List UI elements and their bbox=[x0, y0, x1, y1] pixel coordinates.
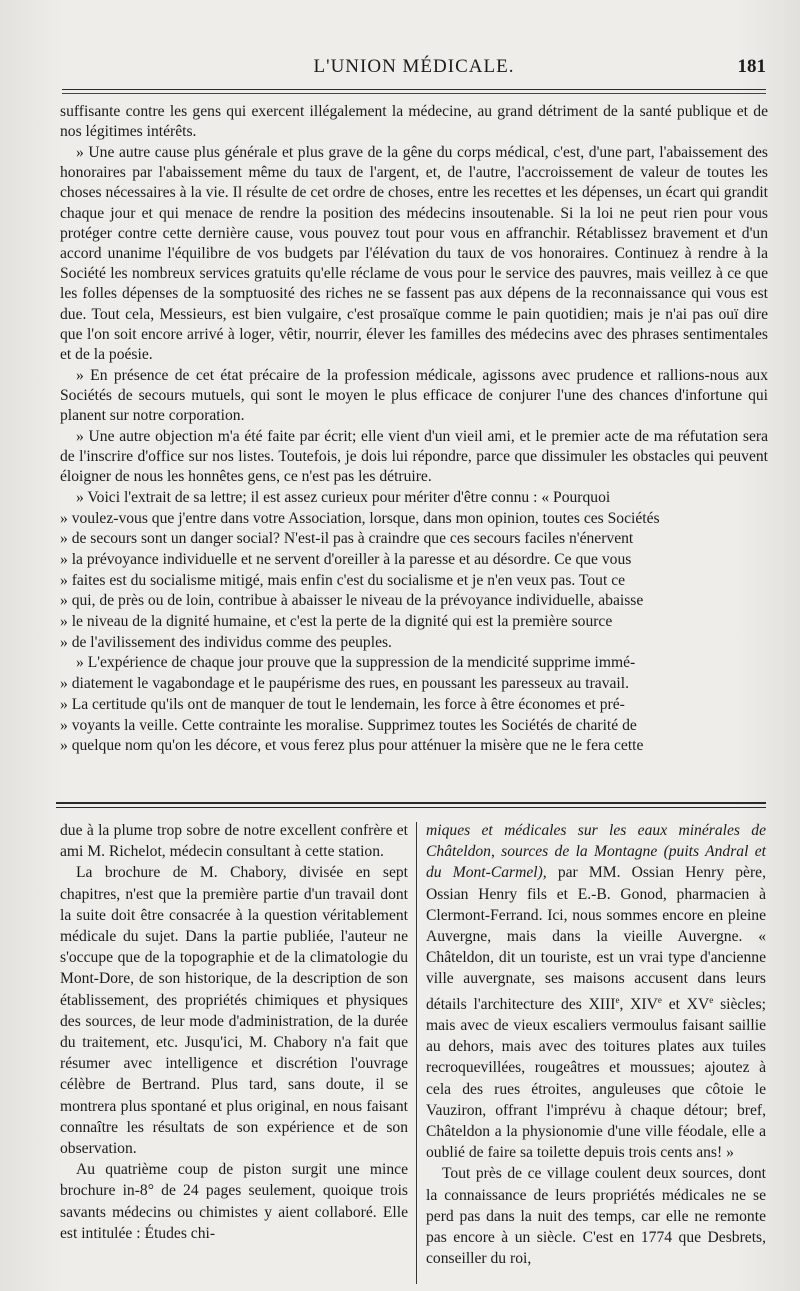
paragraph-text: par MM. Ossian Henry père, Ossian Henry fils et E.-B. Gonod, pharmacien à Clermont-Ferrand. Ici, nous sommes encore en pleine Auvergne, mais dans la vieille Auvergne. « Châteldon, dit un touriste, est un vrai type d'ancienne ville auvergnate, ses maisons accusent dans leurs détails l'architecture des bbox=[426, 864, 766, 1013]
superscript-e: e bbox=[709, 994, 714, 1005]
left-column bbox=[60, 820, 408, 1244]
left-paragraph: La brochure de M. Chabory, divisée en sept chapitres, n'est que la première partie d'un travail dont la suite doit être consacrée à la question véritablement médicale du sujet. Dans la partie publiée, l'auteur ne s'occupe que de la topographie et de la climatologie du Mont-Dore, de son historique, de la description de son établissement, des propriétés chimiques et physiques des sources, de leur mode d'administration, de la durée du traitement, etc. Jusqu'ici, M. Chabory n'a fait que résumer avec intelligence et discrétion l'ouvrage célèbre de Bertrand. Plus tard, sans doute, il se montrera plus spontané et plus original, en nous faisant connaître les résultats de son expérience et de son observation. bbox=[60, 864, 408, 1158]
century-xv: XV bbox=[686, 995, 710, 1013]
left-paragraph: due à la plume trop sobre de notre excellent confrère et ami M. Richelot, médecin consultant à cette station. bbox=[60, 822, 408, 861]
top-paragraph: » voyants la veille. Cette contrainte les moralise. Supprimez toutes les Sociétés de charité de bbox=[60, 716, 637, 734]
full-width-text-block bbox=[60, 102, 768, 757]
left-paragraph: Au quatrième coup de piston surgit une mince brochure in-8° de 24 pages seulement, quoique trois savants médecins ou chimistes y aient collaboré. Elle est intitulée : Études chi- bbox=[60, 1161, 408, 1242]
top-paragraph: » Une autre objection m'a été faite par écrit; elle vient d'un vieil ami, et le premier acte de ma réfutation sera de l'inscrire d'office sur nos listes. Toutefois, je dois lui répondre, parce que dissimuler les obstacles qui peuvent éloigner de nous les honnêtes gens, ce n'est pas les détruire. bbox=[60, 427, 768, 486]
top-paragraph: » quelque nom qu'on les décore, et vous ferez plus pour atténuer la misère que ne le fera cette bbox=[60, 737, 644, 755]
running-title: L'UNION MÉDICALE. bbox=[313, 56, 515, 77]
top-paragraph: » de secours sont un danger social? N'est-il pas à craindre que ces secours faciles n'énervent bbox=[60, 530, 634, 548]
top-paragraph: » L'expérience de chaque jour prouve que la suppression de la mendicité supprime immé- bbox=[76, 654, 636, 672]
superscript-e: e bbox=[657, 994, 662, 1005]
superscript-e: e bbox=[615, 994, 620, 1005]
century-xiii: XIII bbox=[588, 995, 616, 1013]
page-header bbox=[62, 56, 766, 84]
top-paragraph: » faites est du socialisme mitigé, mais enfin c'est du socialisme et je n'en veux pas. Tout ce bbox=[60, 571, 626, 589]
header-rule-secondary bbox=[62, 93, 766, 94]
right-column bbox=[426, 820, 766, 1269]
section-divider-thin bbox=[56, 807, 766, 808]
century-xiv: XIV bbox=[630, 995, 658, 1013]
separator-and: et bbox=[661, 995, 687, 1013]
top-paragraph: » la prévoyance individuelle et ne servent d'oreiller à la paresse et au désordre. Ce que vous bbox=[60, 550, 632, 568]
page-number: 181 bbox=[737, 56, 766, 77]
paragraph-text: siècles; mais avec de vieux escaliers vermoulus faisant saillie au dehors, mais avec des toitures plates aux tuiles recroquevillées, rougeâtres et moussues; ajoutez à cela des rues étroites, anguleuses que côtoie le Vauziron, offrant l'imprévu à chaque détour; bref, Châteldon a la physionomie d'une ville féodale, elle a oublié de faire sa toilette depuis trois cents ans! » bbox=[426, 995, 766, 1162]
top-paragraph: » Voici l'extrait de sa lettre; il est assez curieux pour mériter d'être connu : « Pourquoi bbox=[76, 488, 611, 506]
separator-comma: , bbox=[619, 995, 631, 1013]
column-divider bbox=[416, 822, 417, 1284]
top-paragraph: » Une autre cause plus générale et plus grave de la gêne du corps médical, c'est, d'une part, l'abaissement des honoraires par l'abaissement même du taux de l'argent, et, de l'autre, l'accroissement de valeur de toutes les choses nécessaires à la vie. Il résulte de cet ordre de choses, entre les recettes et les dépenses, un écart qui grandit chaque jour et qui menace de rendre la position des médecins insoutenable. Si la loi ne peut rien pour vous protéger contre cette dernière cause, vous pouvez tout pour vous en affranchir. Rétablissez bravement et d'un accord unanime l'équilibre de vos budgets par l'élévation du taux de vos honoraires. Continuez à rendre à la Société les nombreux services gratuits qu'elle réclame de vous pour le service des pauvres, mais veillez à ce que les folles dépenses de la somptuosité des riches ne se fassent pas aux dépens de la reconnaissance qui vous est due. Tout cela, Messieurs, est bien vulgaire, c'est prosaïque comme le pain quotidien; mais je n'ai pas ouï dire que l'on soit encore arrivé à loger, vêtir, nourrir, élever les familles des médecins avec des phrases sentimentales et de la poésie. bbox=[60, 143, 768, 363]
right-paragraph-2: Tout près de ce village coulent deux sources, dont la connaissance de leurs propriétés médicales ne se perd pas dans la nuit des temps, car elle ne remonte pas encore à un siècle. C'est en 1774 que Desbrets, conseiller du roi, bbox=[426, 1165, 766, 1268]
header-rule bbox=[62, 89, 766, 90]
publication-title: miques et médicales sur les eaux minérales de Châteldon, sources de la Montagne (puits Andral et du Mont-Carmel), bbox=[426, 822, 766, 882]
section-divider-thick bbox=[56, 802, 766, 804]
top-paragraph: » En présence de cet état précaire de la profession médicale, agissons avec prudence et rallions-nous aux Sociétés de secours mutuels, qui sont le moyen le plus efficace de conjurer l'une des chances d'infortune qui planent sur notre corporation. bbox=[60, 366, 768, 425]
right-paragraph-1 bbox=[426, 820, 766, 1163]
top-paragraph: » voulez-vous que j'entre dans votre Association, lorsque, dans mon opinion, toutes ces Sociétés bbox=[60, 509, 660, 527]
top-paragraph: » qui, de près ou de loin, contribue à abaisser le niveau de la prévoyance individuelle, abaisse bbox=[60, 592, 644, 610]
top-paragraph: » diatement le vagabondage et le paupérisme des rues, en poussant les paresseux au travail. bbox=[60, 675, 629, 693]
top-paragraph: suffisante contre les gens qui exercent illégalement la médecine, au grand détriment de la santé publique et de nos légitimes intérêts. bbox=[60, 103, 768, 141]
top-paragraph: » de l'avilissement des individus comme des peuples. bbox=[60, 633, 392, 651]
top-paragraph: » le niveau de la dignité humaine, et c'est la perte de la dignité qui est la première source bbox=[60, 613, 613, 631]
top-paragraph: » La certitude qu'ils ont de manquer de tout le lendemain, les force à être économes et pré- bbox=[60, 695, 625, 713]
